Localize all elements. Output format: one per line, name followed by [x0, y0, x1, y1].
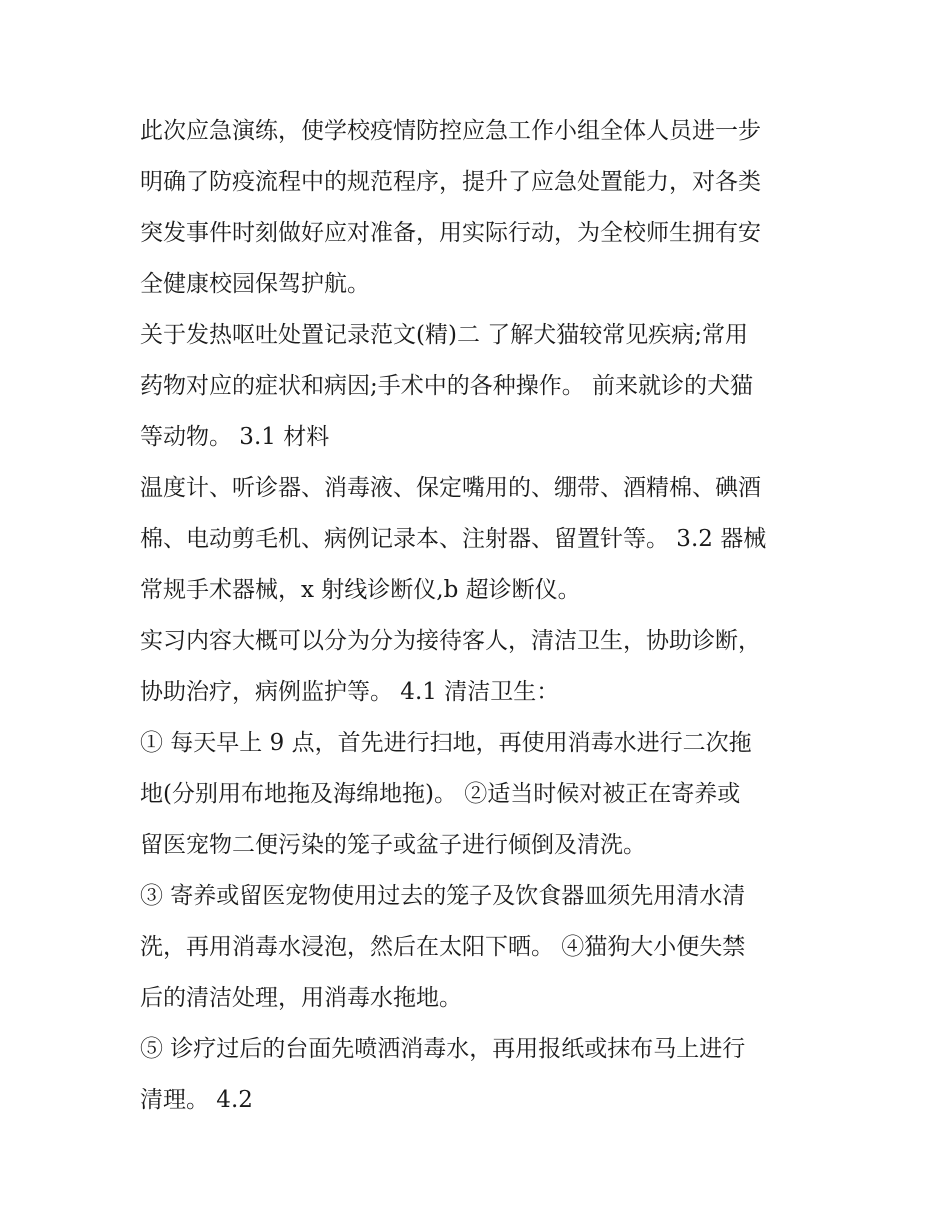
- text-line: 等动物。 3.1 材料: [140, 424, 330, 450]
- text-line: 棉、电动剪毛机、病例记录本、注射器、留置针等。 3.2 器械: [140, 526, 767, 552]
- text-line: 突发事件时刻做好应对准备，用实际行动，为全校师生拥有安: [140, 220, 761, 246]
- text-line: 明确了防疫流程中的规范程序，提升了应急处置能力，对各类: [140, 169, 761, 195]
- text-line: 后的清洁处理，用消毒水拖地。: [140, 985, 462, 1011]
- text-line: ① 每天早上 9 点，首先进行扫地，再使用消毒水进行二次拖: [140, 730, 752, 756]
- text-line: 留医宠物二便污染的笼子或盆子进行倾倒及清洗。: [140, 832, 646, 858]
- text-line: 关于发热呕吐处置记录范文(精)二 了解犬猫较常见疾病;常用: [140, 322, 749, 348]
- text-line: 此次应急演练，使学校疫情防控应急工作小组全体人员进一步: [140, 118, 761, 144]
- text-line: 实习内容大概可以分为分为接待客人，清洁卫生，协助诊断，: [140, 628, 761, 654]
- text-line: 温度计、听诊器、消毒液、保定嘴用的、绷带、酒精棉、碘酒: [140, 475, 761, 501]
- document-body: [140, 106, 815, 1126]
- text-line: 常规手术器械，x 射线诊断仪,b 超诊断仪。: [140, 577, 581, 603]
- text-line: 清理。 4.2: [140, 1087, 253, 1113]
- text-line: 协助治疗，病例监护等。 4.1 清洁卫生：: [140, 679, 560, 705]
- text-line: 全健康校园保驾护航。: [140, 271, 370, 297]
- text-line: 药物对应的症状和病因;手术中的各种操作。 前来就诊的犬猫: [140, 373, 754, 399]
- text-line: 洗，再用消毒水浸泡，然后在太阳下晒。 ④猫狗大小便失禁: [140, 934, 746, 960]
- text-line: ⑤ 诊疗过后的台面先喷洒消毒水，再用报纸或抹布马上进行: [140, 1036, 746, 1062]
- text-line: ③ 寄养或留医宠物使用过去的笼子及饮食器皿须先用清水清: [140, 883, 746, 909]
- text-line: 地(分别用布地拖及海绵地拖)。 ②适当时候对被正在寄养或: [140, 781, 741, 807]
